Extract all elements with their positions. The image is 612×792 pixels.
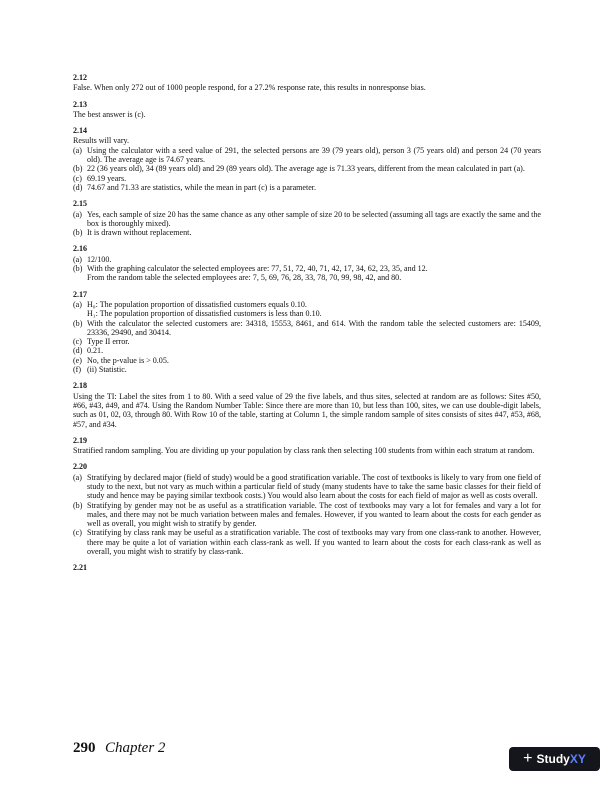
item-line: With the calculator the selected customers are: 34318, 15553, 8461, and 614. With the random table the selected customers are: 15409, 23336, 29490, and 30414.: [87, 318, 541, 337]
item-text: [87, 501, 541, 529]
section-2-13: [73, 100, 541, 120]
section-2-19: [73, 436, 541, 456]
item-line: 74.67 and 71.33 are statistics, while the mean in part (c) is a parameter.: [87, 182, 317, 192]
section-2-15: [73, 199, 541, 237]
section-2-20: [73, 462, 541, 556]
item-text: [87, 255, 541, 264]
section-intro: Results will vary.: [73, 136, 130, 146]
item-line: It is drawn without replacement.: [87, 228, 192, 238]
section-number: 2.18: [73, 381, 88, 391]
item-text: [87, 337, 541, 346]
answer-item: [73, 356, 541, 365]
answer-item: [73, 183, 541, 192]
item-label: (b): [73, 500, 83, 510]
section-number: 2.16: [73, 244, 88, 254]
item-line: Yes, each sample of size 20 has the same chance as any other sample of size 20 to be selected (assuming all tags are exactly the same and the box is thoroughly mixed).: [87, 209, 541, 228]
item-line: Stratifying by declared major (field of study) would be a good stratification variable. The cost of textbooks is likely to vary from one field of study to the next, but not vary as much within a particular field of study (many students have to take the same basic classes for their field of study and hence may be paying similar textbook costs.) You would also learn about the costs for each field of major as well as costs overall.: [87, 472, 541, 501]
answer-item: [73, 210, 541, 229]
section-number: 2.14: [73, 126, 88, 136]
item-label: (b): [73, 164, 83, 174]
section-2-17: [73, 290, 541, 375]
item-text: [87, 356, 541, 365]
item-line: Stratifying by gender may not be as useful as a stratification variable. The cost of textbooks may vary a lot for females and vary a lot for males, and there may not be much variation between males and females. However, if you wanted to learn about the costs for each gender as well as overall, you might wish to stratify by gender.: [87, 500, 541, 529]
page-number: 290: [73, 740, 96, 756]
item-line: H₁: The population proportion of dissatisfied customers is less than 0.10.: [87, 309, 322, 319]
item-text: [87, 210, 541, 229]
studyxy-logo[interactable]: [509, 747, 600, 771]
item-line: 12/100.: [87, 254, 112, 264]
logo-text-study: Study: [536, 752, 570, 766]
paragraph: Stratified random sampling. You are dividing up your population by class rank then selecting 100 students from within each stratum at random.: [73, 446, 535, 456]
item-label: (e): [73, 355, 82, 365]
answer-item: [73, 337, 541, 346]
answer-item: [73, 164, 541, 173]
answer-item: [73, 174, 541, 183]
section-number: 2.12: [73, 73, 88, 82]
section-number: 2.15: [73, 199, 88, 209]
item-text: [87, 228, 541, 237]
section-2-18: [73, 381, 541, 428]
plus-icon: +: [523, 750, 533, 767]
logo-text-xy: XY: [569, 752, 586, 766]
item-label: (c): [73, 337, 82, 347]
item-line: From the random table the selected employees are: 7, 5, 69, 76, 28, 33, 78, 70, 99, 98, 42, and 80.: [87, 273, 402, 283]
item-label: (b): [73, 264, 83, 274]
item-text: [87, 346, 541, 355]
section-number: 2.19: [73, 435, 88, 445]
item-label: (d): [73, 182, 83, 192]
paragraph: The best answer is (c).: [73, 109, 146, 119]
item-line: (ii) Statistic.: [87, 365, 127, 375]
item-text: [87, 473, 541, 501]
item-line: Stratifying by class rank may be useful as a stratification variable. The cost of textbooks may vary from one class-rank to another. However, there may be quite a lot of variation within each class-rank as well. If you wanted to learn about the costs for each class-rank as well as overall, you might wish to stratify by class-rank.: [87, 528, 541, 557]
item-line: H₀: The population proportion of dissatisfied customers equals 0.10.: [87, 299, 307, 309]
item-text: [87, 164, 541, 173]
page-content: [73, 73, 541, 580]
answer-item: [73, 264, 541, 283]
item-text: [87, 300, 541, 319]
item-text: [87, 319, 541, 338]
item-line: No, the p-value is > 0.05.: [87, 355, 169, 365]
item-label: (a): [73, 145, 82, 155]
item-line: With the graphing calculator the selected employees are: 77, 51, 72, 40, 71, 42, 17, 34, 62, 23, 35, and 12.: [87, 264, 428, 274]
item-label: (c): [73, 528, 82, 538]
item-label: (b): [73, 318, 83, 328]
answer-item: [73, 319, 541, 338]
item-label: (a): [73, 209, 82, 219]
section-number: 2.17: [73, 289, 88, 299]
paragraph: Using the TI: Label the sites from 1 to 80. With a seed value of 29 the five labels, and thus sites, selected at random are as follows: Sites #50, #66, #43, #49, and #74. Using the Random Number Table: Since there are more than 10, but less than 100, sites, we can use double-digit labels, such as 01, 02, 03, through 80. With Row 10 of the table, starting at Column 1, the simple random sample of sites consists of sites #47, #53, #68, #57, and #34.: [73, 391, 541, 429]
paragraph: False. When only 272 out of 1000 people respond, for a 27.2% response rate, this results in nonresponse bias.: [73, 83, 426, 93]
answer-item: [73, 346, 541, 355]
item-label: (b): [73, 228, 83, 238]
item-label: (d): [73, 346, 83, 356]
section-2-12: [73, 73, 541, 93]
answer-item: [73, 501, 541, 529]
chapter-label: Chapter 2: [105, 740, 166, 756]
answer-item: [73, 528, 541, 556]
section-2-21: [73, 563, 541, 572]
section-2-16: [73, 244, 541, 282]
item-label: (c): [73, 173, 82, 183]
item-text: [87, 528, 541, 556]
answer-item: [73, 365, 541, 374]
section-number: 2.21: [73, 563, 88, 573]
item-line: 22 (36 years old), 34 (89 years old) and 29 (89 years old). The average age is 71.33 years, different from the mean calculated in part (a).: [87, 164, 525, 174]
answer-item: [73, 473, 541, 501]
section-number: 2.20: [73, 462, 88, 472]
item-line: 0.21.: [87, 346, 104, 356]
answer-item: [73, 255, 541, 264]
answer-item: [73, 146, 541, 165]
answer-item: [73, 228, 541, 237]
item-line: Using the calculator with a seed value of 291, the selected persons are 39 (79 years old), person 3 (75 years old) and person 24 (70 years old). The average age is 74.67 years.: [87, 145, 541, 165]
section-2-14: [73, 126, 541, 192]
item-label: (a): [73, 472, 82, 482]
item-text: [87, 365, 541, 374]
answer-item: [73, 300, 541, 319]
item-text: [87, 174, 541, 183]
item-label: (f): [73, 365, 82, 375]
section-number: 2.13: [73, 99, 88, 109]
item-text: [87, 264, 541, 283]
item-line: 69.19 years.: [87, 173, 127, 183]
item-line: Type II error.: [87, 337, 130, 347]
item-label: (a): [73, 299, 82, 309]
item-text: [87, 146, 541, 165]
item-label: (a): [73, 254, 82, 264]
item-text: [87, 183, 541, 192]
